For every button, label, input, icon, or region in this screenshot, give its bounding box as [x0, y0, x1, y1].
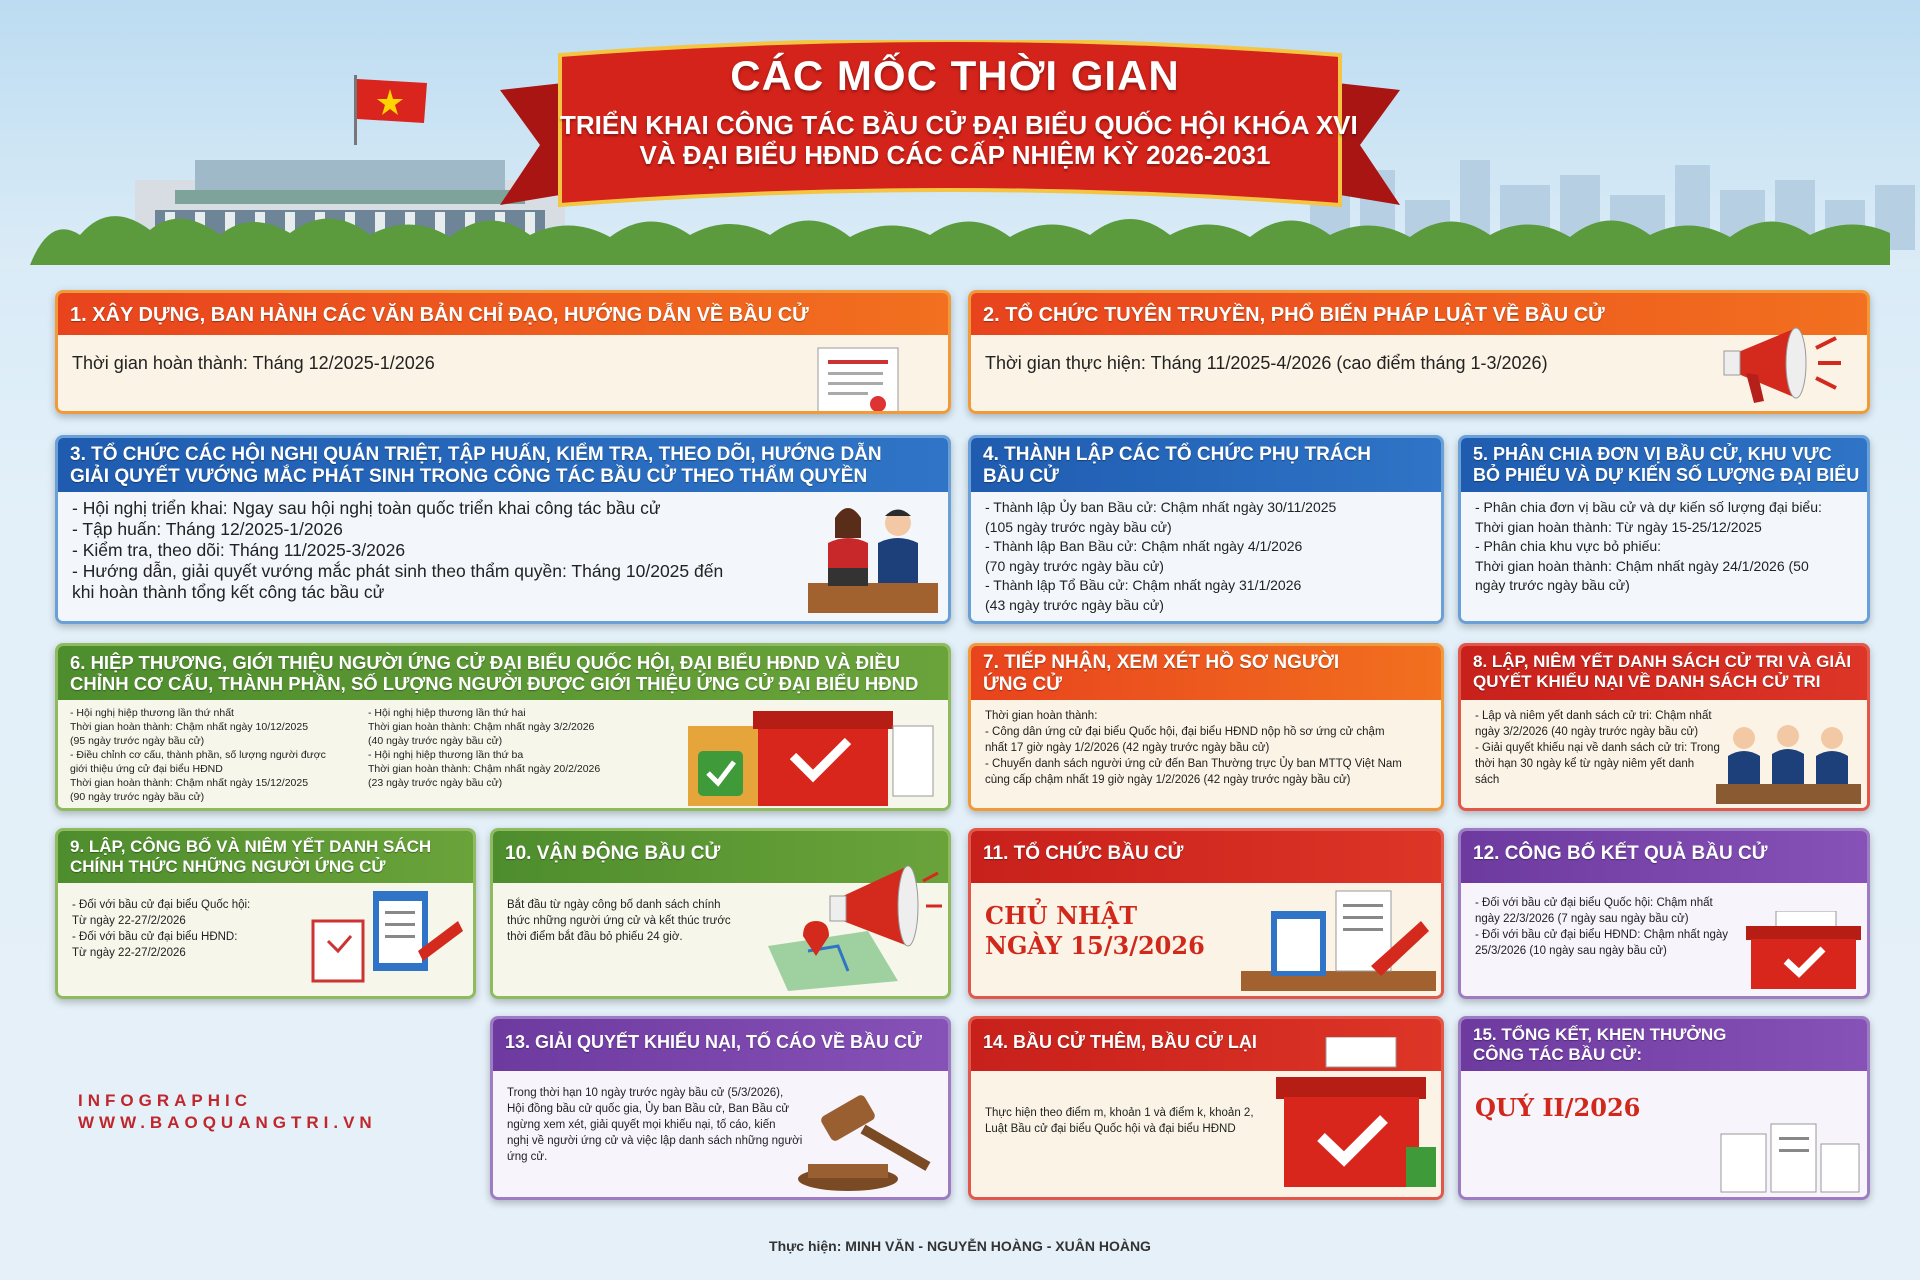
- card-3-line-3: - Kiểm tra, theo dõi: Tháng 11/2025-3/2026: [72, 540, 406, 560]
- card-6-col2-line-2: Thời gian hoàn thành: Chậm nhất ngày 3/2/2026: [368, 721, 595, 733]
- card-15-big: QUÝ II/2026: [1475, 1093, 1641, 1122]
- card-1-title: 1. XÂY DỰNG, BAN HÀNH CÁC VĂN BẢN CHỈ ĐẠO, HƯỚNG DẪN VỀ BẦU CỬ: [58, 293, 948, 335]
- card-8-title: [1461, 646, 1867, 700]
- card-12-line-2: ngày 22/3/2026 (7 ngày sau ngày bầu cử): [1475, 913, 1689, 925]
- card-10-line-3: thời điểm bắt đầu bỏ phiếu 24 giờ.: [507, 931, 683, 943]
- card-4-title-line-2: BẦU CỬ: [983, 465, 1059, 487]
- card-4-line-4: (70 ngày trước ngày bầu cử): [985, 557, 1164, 574]
- ballot-box-icon: [1276, 1037, 1441, 1192]
- card-6-title: [58, 646, 948, 700]
- milestone-card-6: [55, 643, 951, 811]
- card-13-title: 13. GIẢI QUYẾT KHIẾU NẠI, TỐ CÁO VỀ BẦU CỬ: [493, 1019, 948, 1071]
- card-5-line-4: Thời gian hoàn thành: Chậm nhất ngày 24/1/2026 (50: [1475, 557, 1809, 574]
- megaphone-icon: [1716, 313, 1846, 408]
- card-6-col2-line-3: (40 ngày trước ngày bầu cử): [368, 735, 503, 747]
- megaphone-map-icon: [748, 851, 943, 991]
- card-6-col1-line-3: (95 ngày trước ngày bầu cử): [70, 735, 205, 747]
- ballot-box-icon: [678, 696, 938, 806]
- card-12-title: 12. CÔNG BỐ KẾT QUẢ BẦU CỬ: [1461, 831, 1867, 883]
- card-6-col2-line-4: - Hội nghị hiệp thương lần thứ ba: [368, 749, 524, 761]
- card-7-line-5: cùng cấp chậm nhất 19 giờ ngày 1/2/2026 (42 ngày trước ngày bầu cử): [985, 774, 1351, 786]
- card-11-big-line-2: NGÀY 15/3/2026: [985, 931, 1205, 960]
- card-4-line-3: - Thành lập Ban Bầu cử: Chậm nhất ngày 4/1/2026: [985, 538, 1303, 554]
- card-6-col1-line-2: Thời gian hoàn thành: Chậm nhất ngày 10/12/2025: [70, 721, 309, 733]
- card-5-title-line-2: BỎ PHIẾU VÀ DỰ KIẾN SỐ LƯỢNG ĐẠI BIỂU: [1473, 464, 1860, 485]
- milestone-card-8: [1458, 643, 1870, 811]
- card-10-line-2: thức những người ứng cử và kết thúc trước: [507, 915, 731, 927]
- card-4-line-6: (43 ngày trước ngày bầu cử): [985, 596, 1164, 613]
- card-6-col-2: [368, 706, 600, 790]
- card-7-line-1: Thời gian hoàn thành:: [985, 710, 1098, 722]
- card-9-title-line-2: CHÍNH THỨC NHỮNG NGƯỜI ỨNG CỬ: [70, 856, 386, 876]
- card-7-body: [971, 700, 1441, 811]
- milestone-card-14: [968, 1016, 1444, 1200]
- clipboards-icon: [1716, 1119, 1861, 1194]
- milestone-card-10: [490, 828, 951, 999]
- card-9-line-3: - Đối với bầu cử đại biểu HĐND:: [72, 931, 238, 943]
- card-10-line-1: Bắt đầu từ ngày công bố danh sách chính: [507, 899, 721, 911]
- card-6-title-line-1: 6. HIỆP THƯƠNG, GIỚI THIỆU NGƯỜI ỨNG CỬ ĐẠI BIỂU QUỐC HỘI, ĐẠI BIỂU HĐND VÀ ĐIỀU: [70, 652, 900, 673]
- card-6-col-1: [70, 706, 326, 804]
- card-9-title-line-1: 9. LẬP, CÔNG BỐ VÀ NIÊM YẾT DANH SÁCH: [70, 837, 432, 856]
- milestone-card-9: [55, 828, 476, 999]
- card-8-line-5: sách: [1475, 774, 1500, 786]
- card-14-line-1: Thực hiện theo điểm m, khoản 1 và điểm k, khoản 2,: [985, 1107, 1254, 1119]
- milestone-card-7: [968, 643, 1444, 811]
- milestone-card-5: [1458, 435, 1870, 624]
- card-5-body: [1461, 492, 1867, 624]
- card-8-line-2: ngày 3/2/2026 (40 ngày trước ngày bầu cử): [1475, 726, 1699, 738]
- card-7-line-2: - Công dân ứng cử đại biểu Quốc hội, đại biểu HĐND nộp hồ sơ ứng cử chậm: [985, 726, 1385, 738]
- card-11-title: 11. TỔ CHỨC BẦU CỬ: [971, 831, 1441, 883]
- election-docs-icon: [1241, 876, 1436, 994]
- subtitle-line-2: VÀ ĐẠI BIỂU HĐND CÁC CẤP NHIỆM KỲ 2026-2031: [639, 140, 1271, 170]
- card-7-title-line-2: ỨNG CỬ: [983, 673, 1063, 695]
- card-13-line-5: ứng cử.: [507, 1151, 548, 1163]
- card-12-line-4: 25/3/2026 (10 ngày sau ngày bầu cử): [1475, 945, 1667, 957]
- card-2-title: 2. TỔ CHỨC TUYÊN TRUYỀN, PHỔ BIẾN PHÁP LUẬT VỀ BẦU CỬ: [971, 293, 1867, 335]
- card-6-col2-line-1: - Hội nghị hiệp thương lần thứ hai: [368, 707, 526, 719]
- card-9-line-2: Từ ngày 22-27/2/2026: [72, 915, 186, 927]
- card-12-line-1: - Đối với bầu cử đại biểu Quốc hội: Chậm nhất: [1475, 897, 1713, 909]
- card-15-title: [1461, 1019, 1867, 1071]
- card-3-title: [58, 438, 948, 492]
- milestone-card-2: [968, 290, 1870, 414]
- milestone-card-3: [55, 435, 951, 624]
- card-5-title: [1461, 438, 1867, 492]
- card-10-title: 10. VẬN ĐỘNG BẦU CỬ: [493, 831, 948, 883]
- card-6-col2-line-6: (23 ngày trước ngày bầu cử): [368, 777, 503, 789]
- page-title: CÁC MỐC THỜI GIAN: [730, 52, 1180, 99]
- document-icon: [798, 338, 918, 414]
- card-15-title-line-2: CÔNG TÁC BẦU CỬ:: [1473, 1044, 1642, 1064]
- card-8-line-1: - Lập và niêm yết danh sách cử tri: Chậm nhất: [1475, 710, 1712, 722]
- card-15-title-line-1: 15. TỔNG KẾT, KHEN THƯỞNG: [1473, 1025, 1727, 1044]
- brand-website: WWW.BAOQUANGTRI.VN: [78, 1113, 377, 1132]
- brand-infographic: INFOGRAPHIC: [78, 1091, 252, 1110]
- subtitle-line-1: TRIỂN KHAI CÔNG TÁC BẦU CỬ ĐẠI BIỂU QUỐC HỘI KHÓA XVI: [560, 110, 1358, 140]
- officials-icon: [1716, 716, 1861, 806]
- meeting-icon: [803, 498, 943, 618]
- card-8-line-3: - Giải quyết khiếu nại về danh sách cử tri: Trong: [1475, 742, 1720, 754]
- card-4-title-line-1: 4. THÀNH LẬP CÁC TỔ CHỨC PHỤ TRÁCH: [983, 444, 1372, 465]
- card-7-title-line-1: 7. TIẾP NHẬN, XEM XÉT HỒ SƠ NGƯỜI: [983, 652, 1340, 673]
- card-3-line-2: - Tập huấn: Tháng 12/2025-1/2026: [72, 519, 343, 539]
- card-8-title-line-2: QUYẾT KHIẾU NẠI VỀ DANH SÁCH CỬ TRI: [1473, 671, 1821, 691]
- card-6-title-line-2: CHỈNH CƠ CẤU, THÀNH PHẦN, SỐ LƯỢNG NGƯỜI ĐƯỢC GIỚI THIỆU ỨNG CỬ ĐẠI BIỂU HĐND: [70, 673, 919, 695]
- card-14-line-2: Luật Bầu cử đại biểu Quốc hội và đại biểu HĐND: [985, 1123, 1236, 1135]
- card-6-col1-line-5: giới thiệu ứng cử đại biểu HĐND: [70, 763, 223, 775]
- card-14-title: 14. BẦU CỬ THÊM, BẦU CỬ LẠI: [971, 1019, 1441, 1071]
- card-7-line-3: nhất 17 giờ ngày 1/2/2026 (42 ngày trước ngày bầu cử): [985, 742, 1270, 754]
- milestone-card-11: [968, 828, 1444, 999]
- card-3-line-1: - Hội nghị triển khai: Ngay sau hội nghị toàn quốc triển khai công tác bầu cử: [72, 498, 661, 518]
- card-4-line-2: (105 ngày trước ngày bầu cử): [985, 518, 1172, 535]
- milestone-card-13: [490, 1016, 951, 1200]
- card-8-line-4: thời hạn 30 ngày kể từ ngày niêm yết danh: [1475, 758, 1695, 770]
- card-6-col1-line-6: Thời gian hoàn thành: Chậm nhất ngày 15/12/2025: [70, 777, 309, 789]
- milestone-card-4: [968, 435, 1444, 624]
- card-8-title-line-1: 8. LẬP, NIÊM YẾT DANH SÁCH CỬ TRI VÀ GIẢI: [1473, 652, 1852, 671]
- card-9-title: [58, 831, 473, 883]
- card-13-line-2: Hội đồng bầu cử quốc gia, Ủy ban Bầu cử, Ban Bầu cử: [507, 1103, 790, 1115]
- card-5-line-1: - Phân chia đơn vị bầu cử và dự kiến số lượng đại biểu:: [1475, 499, 1822, 515]
- card-13-line-1: Trong thời hạn 10 ngày trước ngày bầu cử (5/3/2026),: [507, 1087, 784, 1099]
- clipboard-icon: [303, 881, 468, 991]
- card-9-line-1: - Đối với bầu cử đại biểu Quốc hội:: [72, 899, 251, 911]
- card-5-title-line-1: 5. PHÂN CHIA ĐƠN VỊ BẦU CỬ, KHU VỰC: [1473, 444, 1832, 464]
- card-11-big-line-1: CHỦ NHẬT: [985, 901, 1138, 930]
- card-13-line-3: ngừng xem xét, giải quyết mọi khiếu nại, tố cáo, kiến: [507, 1119, 776, 1131]
- card-5-line-3: - Phân chia khu vực bỏ phiếu:: [1475, 538, 1662, 554]
- card-3-line-5: khi hoàn thành tổng kết công tác bầu cử: [72, 582, 385, 602]
- milestone-card-1: [55, 290, 951, 414]
- card-13-line-4: nghị về người ứng cử và việc lập danh sách những người: [507, 1135, 803, 1147]
- card-9-line-4: Từ ngày 22-27/2/2026: [72, 947, 186, 959]
- card-6-col1-line-4: - Điều chỉnh cơ cấu, thành phần, số lượng người được: [70, 749, 326, 761]
- credit-line: Thực hiện: MINH VĂN - NGUYỄN HOÀNG - XUÂN HOÀNG: [769, 1238, 1151, 1254]
- card-5-line-2: Thời gian hoàn thành: Từ ngày 15-25/12/2025: [1475, 518, 1762, 535]
- card-6-col1-line-7: (90 ngày trước ngày bầu cử): [70, 791, 205, 803]
- card-1-line: Thời gian hoàn thành: Tháng 12/2025-1/2026: [72, 353, 435, 373]
- milestone-card-12: [1458, 828, 1870, 999]
- card-12-line-3: - Đối với bầu cử đại biểu HĐND: Chậm nhất ngày: [1475, 929, 1729, 941]
- card-4-line-1: - Thành lập Ủy ban Bầu cử: Chậm nhất ngày 30/11/2025: [985, 499, 1337, 515]
- card-2-line: Thời gian thực hiện: Tháng 11/2025-4/2026 (cao điểm tháng 1-3/2026): [985, 353, 1548, 373]
- page-subtitle: [560, 110, 1358, 170]
- card-4-title: [971, 438, 1441, 492]
- card-4-line-5: - Thành lập Tổ Bầu cử: Chậm nhất ngày 31/1/2026: [985, 577, 1302, 593]
- card-6-col1-line-1: - Hội nghị hiệp thương lần thứ nhất: [70, 707, 234, 719]
- card-7-title: [971, 646, 1441, 700]
- card-3-line-4: - Hướng dẫn, giải quyết vướng mắc phát sinh theo thẩm quyền: Tháng 10/2025 đến: [72, 561, 724, 581]
- card-4-body: [971, 492, 1441, 624]
- card-3-title-line-1: 3. TỔ CHỨC CÁC HỘI NGHỊ QUÁN TRIỆT, TẬP HUẤN, KIỂM TRA, THEO DÕI, HƯỚNG DẪN: [70, 444, 882, 465]
- brand-block: [78, 1090, 377, 1134]
- ballot-box-icon: [1741, 911, 1866, 991]
- card-5-line-5: ngày trước ngày bầu cử): [1475, 577, 1630, 593]
- vietnam-flag-icon: [352, 75, 432, 145]
- card-7-line-4: - Chuyển danh sách người ứng cử đến Ban Thường trực Ủy ban MTTQ Việt Nam: [985, 758, 1402, 770]
- card-3-title-line-2: GIẢI QUYẾT VƯỚNG MẮC PHÁT SINH TRONG CÔNG TÁC BẦU CỬ THEO THẨM QUYỀN: [70, 465, 868, 487]
- gavel-icon: [793, 1084, 943, 1194]
- milestone-card-15: [1458, 1016, 1870, 1200]
- card-6-col2-line-5: Thời gian hoàn thành: Chậm nhất ngày 20/2/2026: [368, 763, 601, 775]
